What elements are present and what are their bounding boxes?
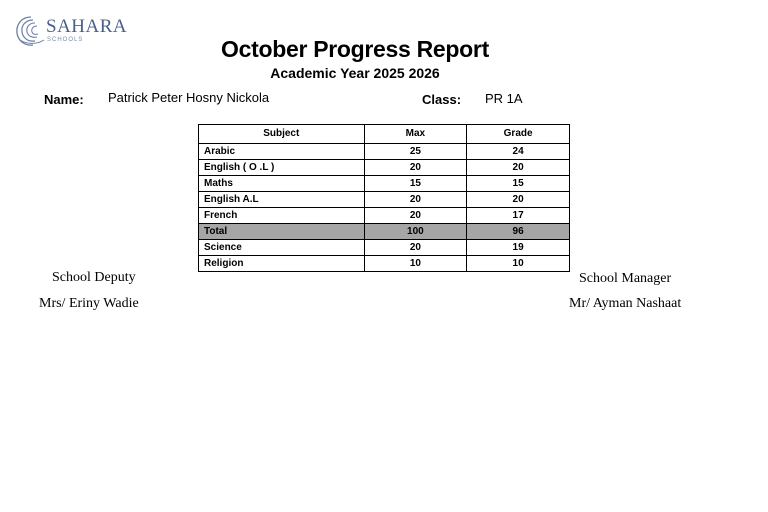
subject-cell: Religion bbox=[199, 256, 365, 272]
grade-cell: 17 bbox=[467, 208, 570, 224]
logo-subtitle: SCHOOLS bbox=[47, 37, 84, 43]
grade-cell: 15 bbox=[467, 176, 570, 192]
report-title: October Progress Report bbox=[221, 36, 489, 62]
table-row bbox=[199, 176, 570, 192]
max-cell: 20 bbox=[364, 192, 467, 208]
manager-title: School Manager bbox=[579, 271, 672, 286]
manager-name: Mr/ Ayman Nashaat bbox=[569, 296, 682, 311]
name-label: Name: bbox=[44, 92, 84, 107]
table-row bbox=[199, 192, 570, 208]
grade-cell: 19 bbox=[467, 240, 570, 256]
max-cell: 20 bbox=[364, 240, 467, 256]
header-grade: Grade bbox=[467, 125, 570, 144]
table-row bbox=[199, 208, 570, 224]
subject-cell: Maths bbox=[199, 176, 365, 192]
header-subject: Subject bbox=[199, 125, 365, 144]
class-label: Class: bbox=[422, 92, 462, 107]
class-value: PR 1A bbox=[485, 91, 523, 106]
deputy-title: School Deputy bbox=[52, 270, 136, 285]
grade-cell: 96 bbox=[467, 224, 570, 240]
table-row bbox=[199, 240, 570, 256]
table-row bbox=[199, 144, 570, 160]
grades-table bbox=[198, 124, 570, 272]
max-cell: 15 bbox=[364, 176, 467, 192]
academic-year: Academic Year 2025 2026 bbox=[270, 65, 440, 81]
subject-cell: Total bbox=[199, 224, 365, 240]
grade-cell: 10 bbox=[467, 256, 570, 272]
table-row bbox=[199, 256, 570, 272]
max-cell: 20 bbox=[364, 208, 467, 224]
table-row bbox=[199, 160, 570, 176]
subject-cell: Arabic bbox=[199, 144, 365, 160]
max-cell: 25 bbox=[364, 144, 467, 160]
subject-cell: French bbox=[199, 208, 365, 224]
total-row bbox=[199, 224, 570, 240]
max-cell: 10 bbox=[364, 256, 467, 272]
grade-cell: 24 bbox=[467, 144, 570, 160]
max-cell: 20 bbox=[364, 160, 467, 176]
grade-cell: 20 bbox=[467, 160, 570, 176]
subject-cell: English ( O .L ) bbox=[199, 160, 365, 176]
grade-cell: 20 bbox=[467, 192, 570, 208]
deputy-name: Mrs/ Eriny Wadie bbox=[39, 296, 139, 311]
header-max: Max bbox=[364, 125, 467, 144]
max-cell: 100 bbox=[364, 224, 467, 240]
logo-name: SAHARA bbox=[46, 16, 128, 37]
table-header-row bbox=[199, 125, 570, 144]
student-name: Patrick Peter Hosny Nickola bbox=[108, 90, 270, 105]
subject-cell: English A.L bbox=[199, 192, 365, 208]
subject-cell: Science bbox=[199, 240, 365, 256]
